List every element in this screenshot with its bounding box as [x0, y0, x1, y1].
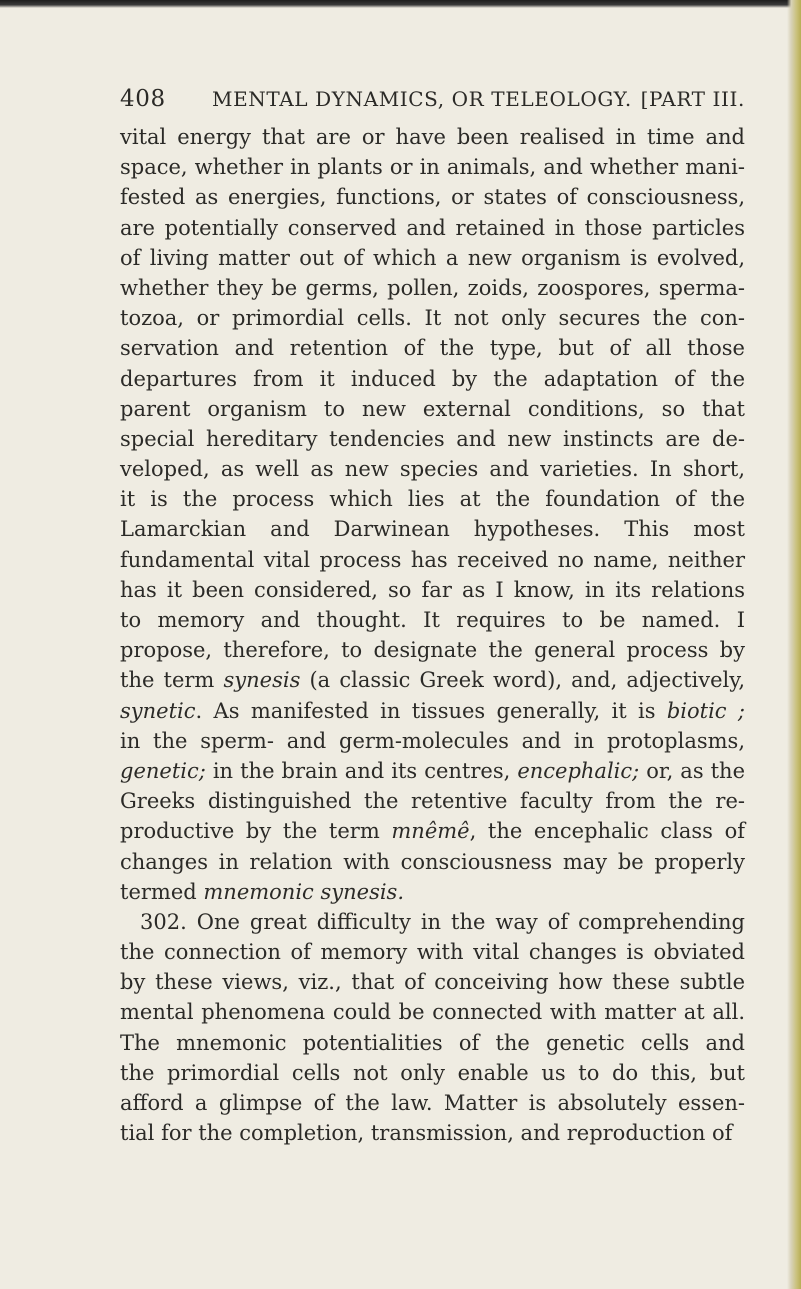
text-line: [120, 1118, 745, 1148]
text-line: [120, 333, 745, 363]
text-line: [120, 1058, 745, 1088]
text-line: [120, 484, 745, 514]
text-run: termed: [120, 879, 204, 904]
text-line: [120, 786, 745, 816]
text-run: space, whether in plants or in animals, and whether mani-: [120, 155, 745, 180]
text-line: [120, 394, 745, 424]
text-run: the term: [120, 668, 224, 693]
text-line: [120, 877, 745, 907]
part-label: [PART III.: [640, 87, 745, 111]
body-text: [120, 122, 745, 1148]
text-run: special hereditary tendencies and new instincts are de-: [120, 426, 745, 451]
text-run: the connection of memory with vital changes is obviated: [120, 940, 745, 965]
text-line: [120, 696, 745, 726]
text-line: [120, 364, 745, 394]
text-run: afford a glimpse of the law. Matter is absolutely essen-: [120, 1091, 745, 1115]
text-run: whether they be germs, pollen, zoids, zoospores, sperma-: [120, 275, 745, 300]
text-run: has it been considered, so far as I know, in its relations: [120, 577, 745, 602]
text-run: veloped, as well as new species and varieties. In short,: [120, 457, 745, 482]
text-line: [120, 1088, 745, 1118]
text-run: (a classic Greek word), and, adjectively,: [300, 668, 745, 693]
text-line: [120, 575, 745, 605]
italic-term: synetic: [120, 698, 196, 723]
italic-term: mnemonic synesis.: [203, 879, 405, 904]
running-title: MENTAL DYNAMICS, OR TELEOLOGY.: [212, 87, 632, 111]
text-run: tozoa, or primordial cells. It not only secures the con-: [120, 306, 745, 331]
text-line: [120, 545, 745, 575]
text-run: by these views, viz., that of conceiving how these subtle: [120, 970, 745, 995]
text-run: fested as energies, functions, or states of consciousness,: [120, 185, 745, 210]
text-line: [120, 122, 745, 152]
text-line: [120, 756, 745, 786]
text-line: [120, 635, 745, 665]
text-line: [120, 213, 745, 243]
text-line: [120, 907, 745, 937]
text-line: [120, 1028, 745, 1058]
text-line: [120, 424, 745, 454]
text-run: in the brain and its centres,: [205, 758, 518, 783]
italic-term: encephalic;: [517, 758, 640, 783]
text-run: mental phenomena could be connected with matter at all.: [120, 1000, 745, 1025]
text-line: [120, 605, 745, 635]
text-run: 302. One great difficulty in the way of comprehending: [140, 909, 745, 934]
text-line: [120, 454, 745, 484]
text-run: to memory and thought. It requires to be named. I: [120, 608, 745, 632]
italic-term: biotic ;: [666, 698, 745, 723]
text-line: [120, 847, 745, 877]
running-head: [120, 86, 745, 118]
text-run: vital energy that are or have been realised in time and: [120, 125, 745, 149]
italic-term: mnêmê: [391, 819, 470, 844]
italic-term: synesis: [223, 668, 301, 693]
text-run: fundamental vital process has received no name, neither: [120, 547, 745, 572]
text-run: changes in relation with consciousness may be properly: [120, 849, 745, 874]
text-run: The mnemonic potentialities of the genetic cells and: [120, 1030, 745, 1055]
text-run: servation and retention of the type, but of all those: [120, 336, 745, 361]
text-run: in the sperm- and germ-molecules and in protoplasms,: [120, 728, 745, 753]
text-line: [120, 997, 745, 1027]
text-line: [120, 967, 745, 997]
text-run: propose, therefore, to designate the general process by: [120, 638, 745, 663]
text-run: departures from it induced by the adaptation of the: [120, 366, 745, 391]
text-line: [120, 152, 745, 182]
text-run: Lamarckian and Darwinean hypotheses. This most: [120, 517, 745, 542]
italic-term: genetic;: [120, 758, 206, 783]
text-run: parent organism to new external conditions, so that: [120, 396, 745, 421]
text-run: are potentially conserved and retained in those particles: [120, 215, 745, 240]
page-number: 408: [120, 86, 166, 112]
text-line: [120, 514, 745, 544]
text-run: of living matter out of which a new organism is evolved,: [120, 245, 745, 270]
text-line: [120, 182, 745, 212]
text-line: [120, 937, 745, 967]
text-line: [120, 273, 745, 303]
text-line: [120, 726, 745, 756]
text-run: . As manifested in tissues generally, it is: [195, 698, 667, 723]
text-run: productive by the term: [120, 819, 392, 844]
text-run: tial for the completion, transmission, and reproduction of: [120, 1121, 733, 1146]
text-line: [120, 303, 745, 333]
text-run: it is the process which lies at the foundation of the: [120, 487, 745, 512]
text-run: Greeks distinguished the retentive faculty from the re-: [120, 789, 745, 814]
text-run: or, as the: [639, 758, 746, 783]
text-line: [120, 243, 745, 273]
text-line: [120, 816, 745, 846]
text-run: the primordial cells not only enable us to do this, but: [120, 1060, 745, 1085]
text-line: [120, 665, 745, 695]
text-run: , the encephalic class of: [469, 819, 745, 844]
